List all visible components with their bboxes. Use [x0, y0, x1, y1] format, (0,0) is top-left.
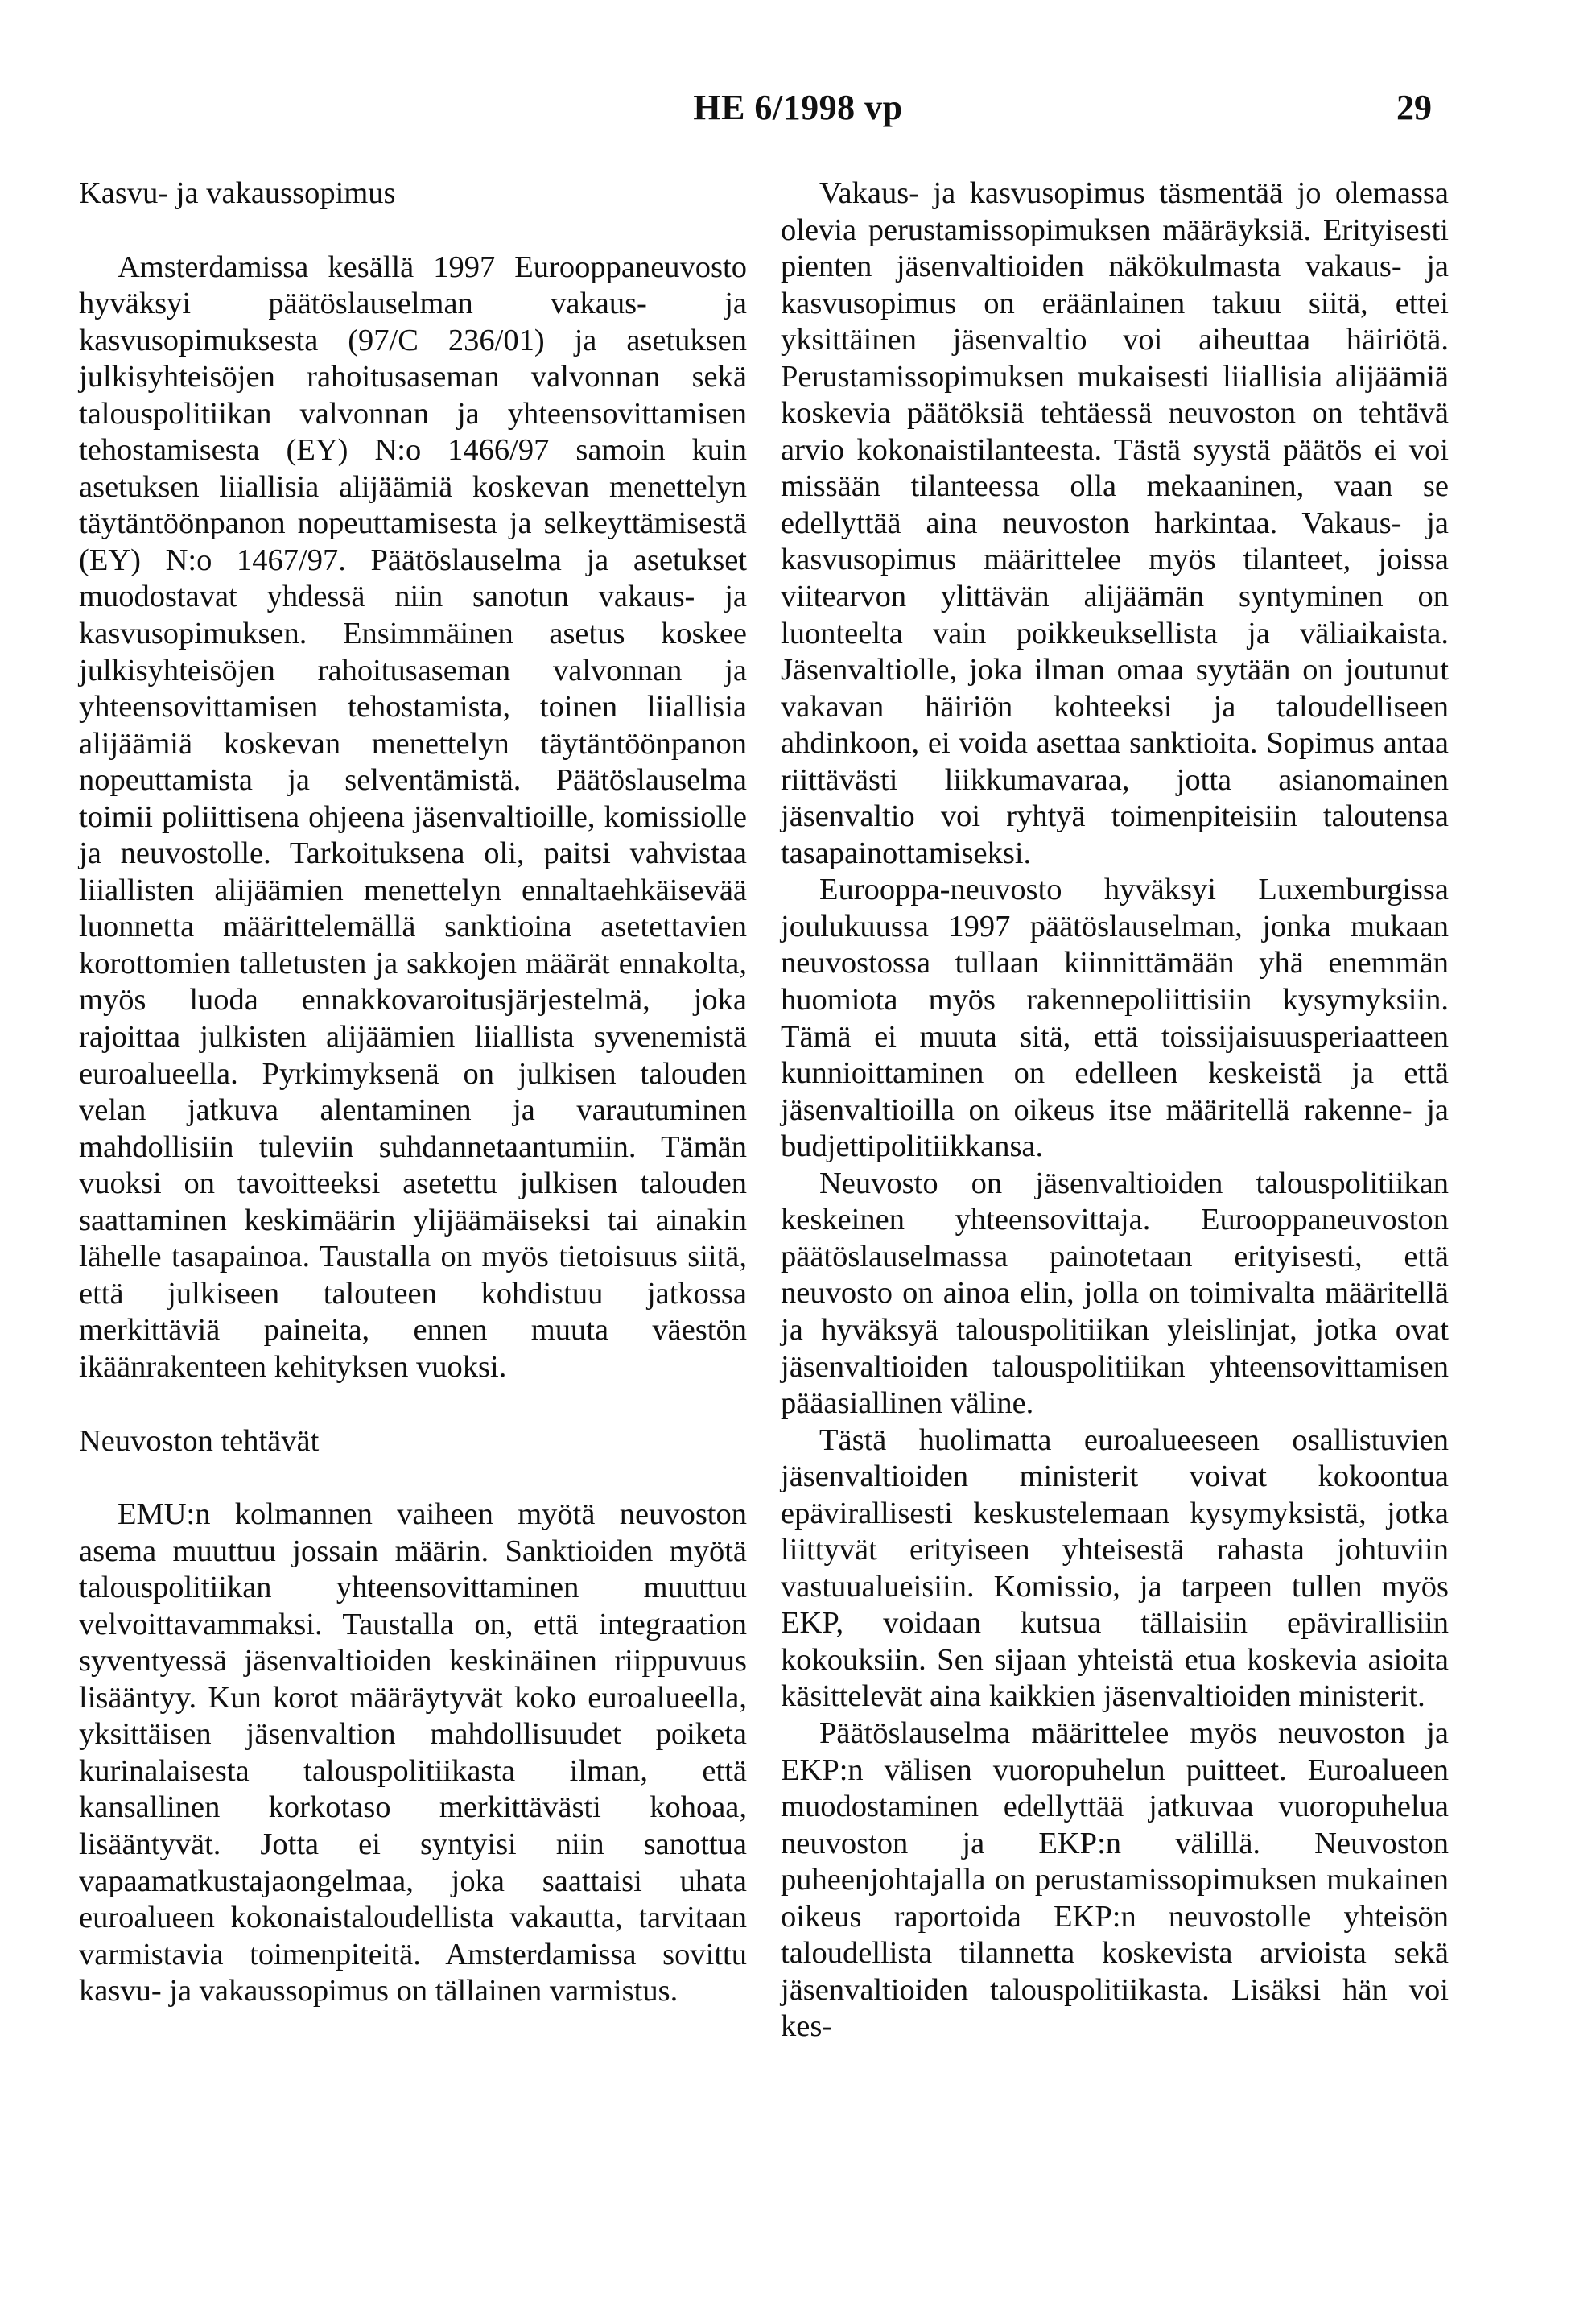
paragraph: Päätöslauselma määrittelee myös neuvoston ja EKP:n välisen vuoropuhelun puitteet. Euroalueen muodostaminen edellyttää jatkuvaa vuoropuhelua neuvoston ja EKP:n välillä. Neuvoston puheenjohtajalla on perustamissopimuksen mukainen oikeus raportoida EKP:n neuvostolle yhteisön taloudellista tilannetta koskevista arvioista sekä jäsenvaltioiden talouspolitiikasta. Lisäksi hän voi kes-	[781, 1715, 1449, 2044]
left-column	[79, 175, 747, 2010]
page-number: 29	[1396, 88, 1432, 127]
paragraph: Eurooppa-neuvosto hyväksyi Luxemburgissa joulukuussa 1997 päätöslauselman, jonka mukaan neuvostossa tullaan kiinnittämään yhä enemmän huomiota myös rakennepoliittisiin kysymyksiin. Tämä ei muuta sitä, että toissijaisuusperiaatteen kunnioittaminen on edelleen keskeistä ja että jäsenvaltioilla on oikeus itse määritellä rakenne- ja budjettipolitiikkansa.	[781, 873, 1449, 1164]
right-column	[781, 175, 1449, 2046]
paragraph: Amsterdamissa kesällä 1997 Eurooppaneuvosto hyväksyi päätöslauselman vakaus- ja kasvusopimuksesta (97/C 236/01) ja asetuksen julkisyhteisöjen rahoitusaseman valvonnan sekä talouspolitiikan valvonnan ja yhteensovittamisen tehostamisesta (EY) N:o 1466/97 samoin kuin asetuksen liiallisia alijäämiä koskevan menettelyn täytäntöönpanon nopeuttamisesta ja selkeyttämisestä (EY) N:o 1467/97. Päätöslauselma ja asetukset muodostavat yhdessä niin sanotun vakaus- ja kasvusopimuksen. Ensimmäinen asetus koskee julkisyhteisöjen rahoitusaseman valvonnan ja yhteensovittamisen tehostamista, toinen liiallisia alijäämiä koskevan menettelyn täytäntöönpanon nopeuttamista ja selventämistä. Päätöslauselma toimii poliittisena ohjeena jäsenvaltioille, komissiolle ja neuvostolle. Tarkoituksena oli, paitsi vahvistaa liiallisten alijäämien menettelyn ennaltaehkäisevää luonnetta määrittelemällä sanktioina asetettavien korottomien talletusten ja sakkojen määrät ennakolta, myös luoda ennakkovaroitusjärjestelmä, joka rajoittaa julkisten alijäämien liiallista syvenemistä euroalueella. Pyrkimyksenä on julkisen talouden velan jatkuva alentaminen ja varautuminen mahdollisiin tuleviin suhdannetaantumiin. Tämän vuoksi on tavoitteeksi asetettu julkisen talouden saattaminen keskimäärin ylijäämäiseksi tai ainakin lähelle tasapainoa. Taustalla on myös tietoisuus siitä, että julkiseen talouteen kohdistuu jatkossa merkittäviä paineita, ennen muuta väestön ikäänrakenteen kehityksen vuoksi.	[79, 250, 747, 1384]
section-heading-council-tasks: Neuvoston tehtävät	[79, 1423, 320, 1458]
paragraph: Vakaus- ja kasvusopimus täsmentää jo olemassa olevia perustamissopimuksen määräyksiä. Erityisesti pienten jäsenvaltioiden näkökulmasta vakaus- ja kasvusopimus on eräänlainen takuu siitä, ettei yksittäinen jäsenvaltio voi aiheuttaa häiriötä. Perustamissopimuksen mukaisesti liiallisia alijäämiä koskevia päätöksiä tehtäessä neuvoston on tehtävä arvio kokonaistilanteesta. Tästä syystä päätös ei voi missään tilanteessa olla mekaaninen, vaan se edellyttää aina neuvoston harkintaa. Vakaus- ja kasvusopimus määrittelee myös tilanteet, joissa viitearvon ylittävän alijäämän syntyminen on luonteelta vain poikkeuksellista ja väliaikaista. Jäsenvaltiolle, joka ilman omaa syytään on joutunut vakavan häiriön kohteeksi ja taloudelliseen ahdinkoon, ei voida asettaa sanktioita. Sopimus antaa riittävästi liikkumavaraa, jotta asianomainen jäsenvaltio voi ryhtyä toimenpiteisiin taloutensa tasapainottamiseksi.	[781, 176, 1449, 870]
paragraph: Neuvosto on jäsenvaltioiden talouspolitiikan keskeinen yhteensovittaja. Eurooppaneuvoston päätöslauselmassa painotetaan erityisesti, että neuvosto on ainoa elin, jolla on toimivalta määritellä ja hyväksyä talouspolitiikan yleislinjat, jotka ovat jäsenvaltioiden talouspolitiikan yhteensovittamisen pääasiallinen väline.	[781, 1166, 1449, 1421]
document-header-title: HE 6/1998 vp	[693, 88, 903, 127]
section-heading-stability-pact: Kasvu- ja vakaussopimus	[79, 176, 396, 210]
paragraph: Tästä huolimatta euroalueeseen osallistuvien jäsenvaltioiden ministerit voivat kokoontua epävirallisesti keskustelemaan kysymyksistä, jotka liittyvät erityiseen yhteisestä rahasta johtuviin vastuualueisiin. Komissio, ja tarpeen tullen myös EKP, voidaan kutsua tällaisiin epävirallisiin kokouksiin. Sen sijaan yhteistä etua koskevia asioita käsittelevät aina kaikkien jäsenvaltioiden ministerit.	[781, 1422, 1449, 1714]
paragraph: EMU:n kolmannen vaiheen myötä neuvoston asema muuttuu jossain määrin. Sanktioiden myötä talouspolitiikan yhteensovittaminen muuttuu velvoittavammaksi. Taustalla on, että integraation syventyessä jäsenvaltioiden keskinäinen riippuvuus lisääntyy. Kun korot määräytyvät koko euroalueella, yksittäisen jäsenvaltion mahdollisuudet poiketa kurinalaisesta talouspolitiikasta ilman, että kansallinen korkotaso merkittävästi kohoaa, lisääntyvät. Jotta ei syntyisi niin sanottua vapaamatkustajaongelmaa, joka saattaisi uhata euroalueen kokonaistaloudellista vakautta, tarvitaan varmistavia toimenpiteitä. Amsterdamissa sovittu kasvu- ja vakaussopimus on tällainen varmistus.	[79, 1497, 747, 2009]
